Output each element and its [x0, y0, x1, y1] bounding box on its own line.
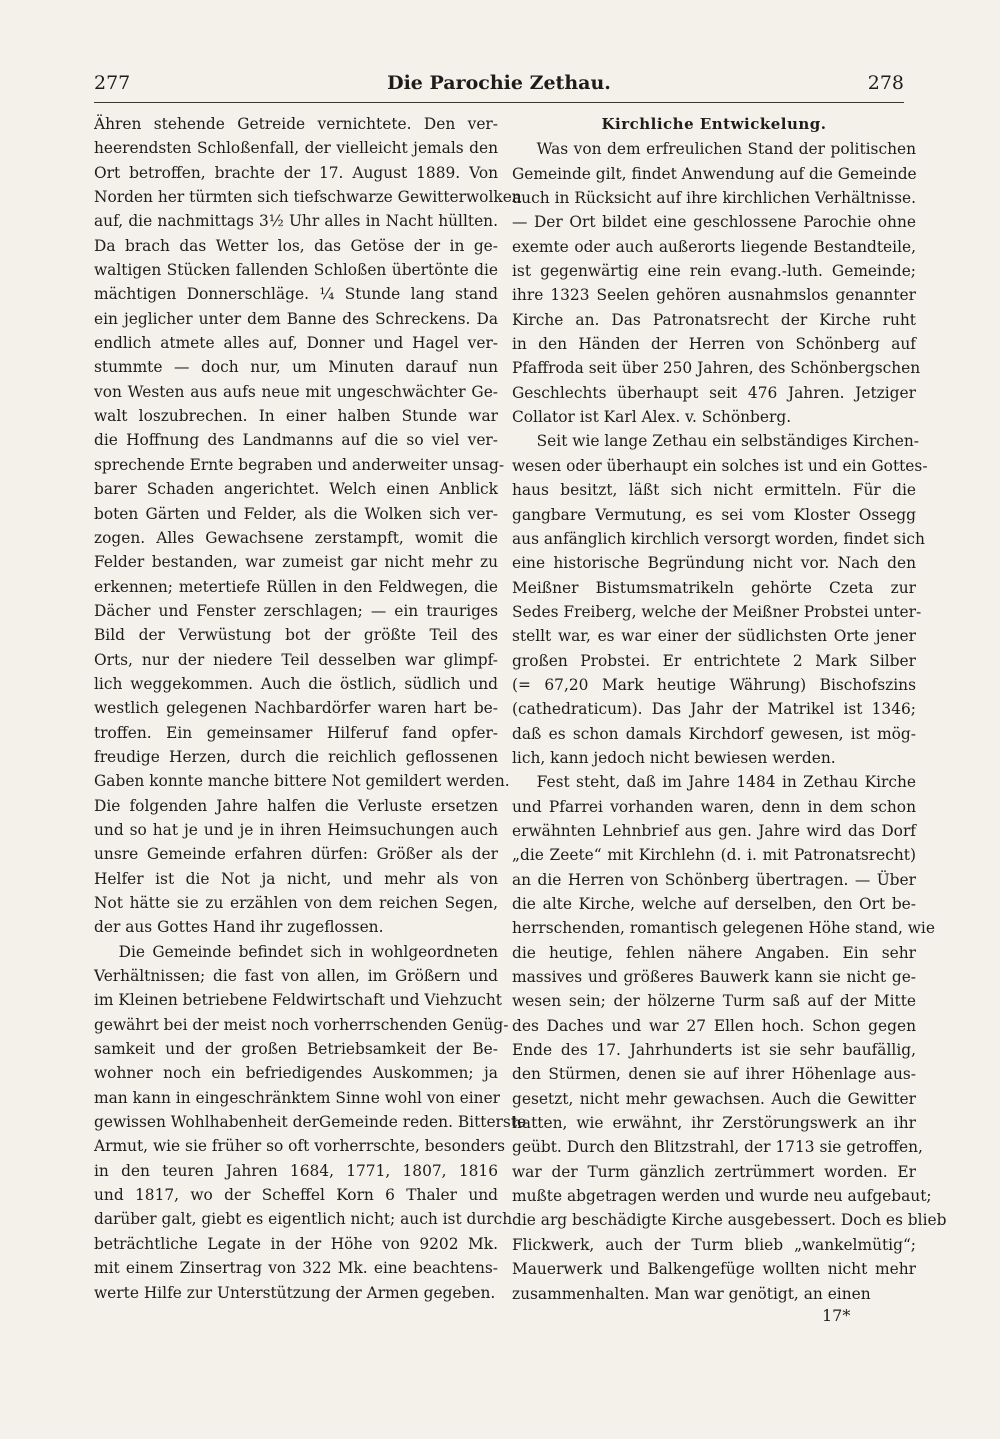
text-line: „die Zeete“ mit Kirchlehn (d. i. mit Patronatsrecht): [512, 846, 916, 865]
text-line: Ähren stehende Getreide vernichtete. Den ver-: [94, 115, 498, 133]
text-line: im Kleinen betriebene Feldwirtschaft und Viehzucht: [94, 991, 502, 1010]
text-line: mächtigen Donnerschläge. ¼ Stunde lang stand: [94, 285, 498, 304]
text-line: exemte oder auch außerorts liegende Bestandteile,: [512, 237, 916, 256]
text-line: in den Händen der Herren von Schönberg auf: [512, 335, 916, 354]
signature-mark: 17*: [822, 1306, 851, 1325]
text-line: wesen oder überhaupt ein solches ist und ein Gottes-: [512, 456, 928, 475]
text-line: Felder bestanden, war zumeist gar nicht mehr zu: [94, 553, 498, 572]
text-line: die heutige, fehlen nähere Angaben. Ein sehr: [512, 943, 916, 962]
text-line: wohner noch ein befriedigendes Auskommen; ja: [94, 1064, 498, 1083]
text-line: Gemeinde gilt, findet Anwendung auf die Gemeinde: [512, 164, 917, 183]
text-line: massives und größeres Bauwerk kann sie nicht ge-: [512, 968, 916, 987]
text-line: Die Gemeinde befindet sich in wohlgeordneten: [118, 942, 498, 961]
text-line: man kann in eingeschränktem Sinne wohl von einer: [94, 1088, 501, 1107]
text-line: Norden her türmten sich tiefschwarze Gewitterwolken: [94, 188, 522, 207]
text-line: ein jeglicher unter dem Banne des Schreckens. Da: [94, 309, 498, 328]
text-line: gewissen Wohlhabenheit derGemeinde reden. Bitterste: [94, 1113, 527, 1132]
text-line: stellt war, es war einer der südlichsten Orte jener: [512, 627, 916, 646]
paragraph: [512, 770, 947, 1306]
text-line: auf, die nachmittags 3½ Uhr alles in Nacht hüllten.: [94, 212, 498, 231]
text-line: Flickwerk, auch der Turm blieb „wankelmütig“;: [512, 1235, 916, 1254]
text-line: ihre 1323 Seelen gehören ausnahmslos genannter: [512, 286, 916, 305]
text-line: Helfer ist die Not ja nicht, und mehr als von: [94, 869, 498, 888]
text-line: — Der Ort bildet eine geschlossene Parochie ohne: [512, 213, 916, 232]
text-line: darüber galt, giebt es eigentlich nicht; auch ist durch: [94, 1210, 513, 1229]
text-line: die alte Kirche, welche auf derselben, den Ort be-: [512, 895, 916, 913]
text-line: Armut, wie sie früher so oft vorherrschte, besonders: [94, 1137, 506, 1156]
running-title: Die Parochie Zethau.: [387, 72, 611, 94]
text-line: heerendsten Schloßenfall, der vielleicht jemals den: [94, 139, 498, 158]
right-column: [512, 112, 947, 1306]
text-line: gangbare Vermutung, es sei vom Kloster Ossegg: [512, 505, 916, 524]
text-line: Seit wie lange Zethau ein selbständiges Kirchen-: [536, 432, 919, 451]
section-heading: Kirchliche Entwickelung.: [601, 115, 827, 133]
text-line: sprechende Ernte begraben und anderweiter unsag-: [94, 455, 505, 474]
text-line: Pfaffroda seit über 250 Jahren, des Schönbergschen: [512, 359, 921, 378]
text-line: samkeit und der großen Betriebsamkeit der Be-: [94, 1040, 498, 1059]
text-line: großen Probstei. Er entrichtete 2 Mark Silber: [512, 651, 916, 670]
text-line: und so hat je und je in ihren Heimsuchungen auch: [94, 820, 498, 839]
text-line: Not hätte sie zu erzählen von dem reichen Segen,: [94, 894, 498, 912]
text-line: Ort betroffen, brachte der 17. August 1889. Von: [94, 163, 498, 182]
text-line: wesen sein; der hölzerne Turm saß auf der Mitte: [512, 992, 916, 1011]
text-line: der aus Gottes Hand ihr zugeflossen.: [94, 918, 384, 937]
text-line: in den teuren Jahren 1684, 1771, 1807, 1816: [94, 1161, 498, 1180]
text-line: troffen. Ein gemeinsamer Hilferuf fand opfer-: [94, 723, 498, 742]
text-line: Kirche an. Das Patronatsrecht der Kirche ruht: [512, 310, 916, 329]
text-line: aus anfänglich kirchlich versorgt worden, findet sich: [512, 529, 925, 548]
text-line: hatten, wie erwähnt, ihr Zerstörungswerk an ihr: [512, 1114, 916, 1133]
text-line: unsre Gemeinde erfahren dürfen: Größer als der: [94, 845, 498, 864]
paragraph: [512, 137, 921, 429]
paragraph: [94, 112, 522, 940]
text-line: und Pfarrei vorhanden waren, denn in dem schon: [512, 797, 916, 816]
text-line: zusammenhalten. Man war genötigt, an einen: [512, 1284, 871, 1303]
text-line: gesetzt, nicht mehr gewachsen. Auch die Gewitter: [512, 1089, 916, 1108]
text-line: Collator ist Karl Alex. v. Schönberg.: [512, 408, 792, 427]
text-line: haus besitzt, läßt sich nicht ermitteln. Für die: [512, 481, 916, 500]
text-line: waltigen Stücken fallenden Schloßen übertönte die: [94, 261, 498, 280]
text-line: daß es schon damals Kirchdorf gewesen, ist mög-: [512, 724, 916, 743]
text-line: gewährt bei der meist noch vorherrschenden Genüg-: [94, 1015, 509, 1034]
text-line: den Stürmen, denen sie auf ihrer Höhenlage aus-: [512, 1065, 916, 1084]
text-line: Sedes Freiberg, welche der Meißner Probstei unter-: [512, 602, 922, 621]
text-line: erkennen; metertiefe Rüllen in den Feldwegen, die: [94, 577, 498, 596]
text-line: die arg beschädigte Kirche ausgebessert. Doch es blieb: [512, 1211, 947, 1230]
header-rule: [94, 102, 904, 103]
text-line: walt loszubrechen. In einer halben Stunde war: [94, 407, 498, 426]
text-line: westlich gelegenen Nachbardörfer waren hart be-: [94, 699, 498, 718]
text-line: endlich atmete alles auf, Donner und Hagel ver-: [94, 334, 498, 353]
page-number-right: 278: [867, 72, 904, 94]
text-line: mußte abgetragen werden und wurde neu aufgebaut;: [512, 1187, 932, 1206]
page-number-left: 277: [94, 72, 131, 94]
text-line: Dächer und Fenster zerschlagen; — ein trauriges: [94, 601, 498, 620]
text-line: lich, kann jedoch nicht bewiesen werden.: [512, 748, 836, 767]
text-line: Orts, nur der niedere Teil desselben war glimpf-: [94, 650, 498, 669]
text-line: des Daches und war 27 Ellen hoch. Schon gegen: [512, 1016, 916, 1035]
text-line: ist gegenwärtig eine rein evang.-luth. Gemeinde;: [512, 262, 916, 281]
text-line: lich weggekommen. Auch die östlich, südlich und: [94, 674, 498, 693]
text-line: Geschlechts überhaupt seit 476 Jahren. Jetziger: [512, 383, 916, 402]
text-line: (= 67,20 Mark heutige Währung) Bischofszins: [512, 675, 916, 694]
text-line: Was von dem erfreulichen Stand der politischen: [536, 140, 916, 159]
text-line: stummte — doch nur, um Minuten darauf nun: [94, 358, 498, 377]
running-header: [94, 72, 904, 100]
text-line: auch in Rücksicht auf ihre kirchlichen Verhältnisse.: [512, 189, 916, 208]
text-line: und 1817, wo der Scheffel Korn 6 Thaler und: [94, 1186, 498, 1205]
text-line: (cathedraticum). Das Jahr der Matrikel ist 1346;: [512, 700, 916, 719]
left-column: [94, 112, 527, 1305]
text-line: Da brach das Wetter los, das Getöse der in ge-: [94, 236, 498, 255]
text-line: Ende des 17. Jahrhunderts ist sie sehr baufällig,: [512, 1041, 916, 1060]
text-line: mit einem Zinsertrag von 322 Mk. eine beachtens-: [94, 1259, 498, 1278]
text-line: Die folgenden Jahre halfen die Verluste ersetzen: [94, 796, 498, 815]
text-line: boten Gärten und Felder, als die Wolken sich ver-: [94, 504, 498, 523]
text-line: Gaben konnte manche bittere Not gemildert werden.: [94, 772, 510, 791]
text-line: Mauerwerk und Balkengefüge wollten nicht mehr: [512, 1260, 916, 1279]
text-line: herrschenden, romantisch gelegenen Höhe stand, wie: [512, 919, 935, 938]
text-line: werte Hilfe zur Unterstützung der Armen gegeben.: [94, 1283, 496, 1302]
paragraph: [512, 429, 928, 770]
text-line: von Westen aus aufs neue mit ungeschwächter Ge-: [94, 382, 498, 401]
text-line: die Hoffnung des Landmanns auf die so viel ver-: [94, 431, 498, 450]
text-line: war der Turm gänzlich zertrümmert worden. Er: [512, 1162, 916, 1181]
text-line: Meißner Bistumsmatrikeln gehörte Czeta zur: [512, 578, 916, 597]
text-line: geübt. Durch den Blitzstrahl, der 1713 sie getroffen,: [512, 1138, 923, 1157]
text-line: Verhältnissen; die fast von allen, im Größern und: [94, 967, 498, 986]
text-line: eine historische Begründung nicht vor. Nach den: [512, 554, 916, 573]
text-line: freudige Herzen, durch die reichlich geflossenen: [94, 747, 498, 766]
text-line: barer Schaden angerichtet. Welch einen Anblick: [94, 480, 498, 499]
text-line: beträchtliche Legate in der Höhe von 9202 Mk.: [94, 1234, 498, 1253]
paragraph: [94, 940, 527, 1305]
text-line: zogen. Alles Gewachsene zerstampft, womit die: [94, 528, 498, 547]
text-line: erwähnten Lehnbrief aus gen. Jahre wird das Dorf: [512, 821, 916, 840]
text-line: Fest steht, daß im Jahre 1484 in Zethau Kirche: [536, 773, 916, 792]
text-line: Bild der Verwüstung bot der größte Teil des: [94, 626, 498, 645]
text-line: an die Herren von Schönberg übertragen. — Über: [512, 870, 916, 889]
